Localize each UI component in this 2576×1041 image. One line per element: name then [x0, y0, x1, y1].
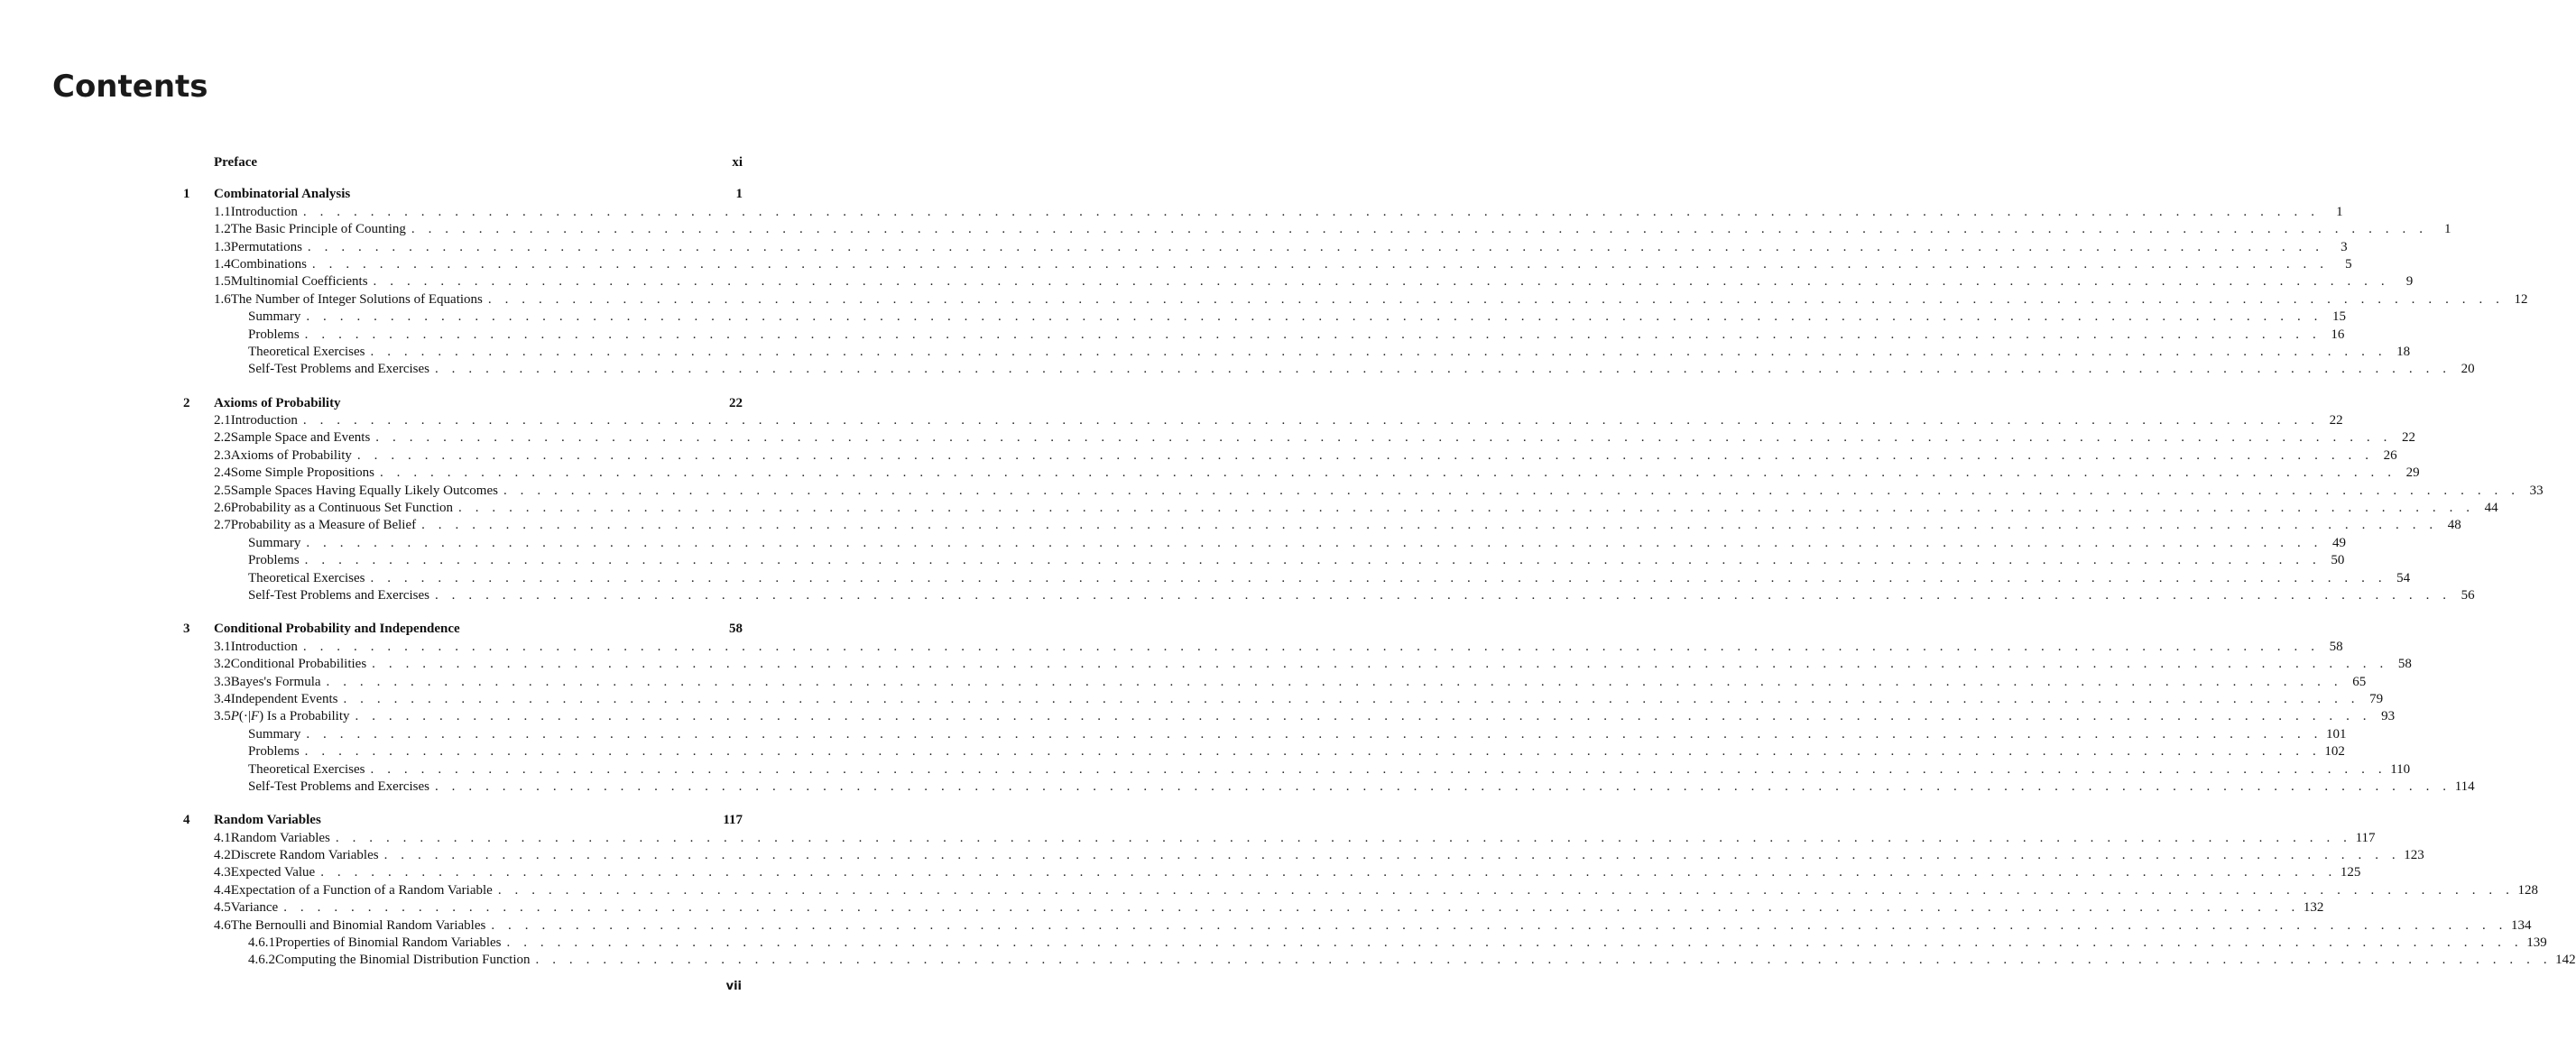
toc-chapter-row	[183, 812, 743, 829]
toc-section-page: 1	[2444, 222, 2451, 237]
toc-leader-dots: . . . . . . . . . . . . . . . . . . . . . . . . . . . . . . . . . . . . . . . . . . . . . . . . . . . . . . . . . . . . . . . . . . . . . . . . . . . . . . . . . . . . . . . . . . . . . . . . . . . . . . . . . . . . . . . . . . . . . . . .	[343, 691, 2360, 706]
toc-leader-dots: . . . . . . . . . . . . . . . . . . . . . . . . . . . . . . . . . . . . . . . . . . . . . . . . . . . . . . . . . . . . . . . . . . . . . . . . . . . . . . . . . . . . . . . . . . . . . . . . . . . . . . . . . . . . . . . . . . . . . . . .	[434, 362, 2451, 377]
toc-leader-dots: . . . . . . . . . . . . . . . . . . . . . . . . . . . . . . . . . . . . . . . . . . . . . . . . . . . . . . . . . . . . . . . . . . . . . . . . . . . . . . . . . . . . . . . . . . . . . . . . . . . . . . . . . . . . . . . . . . . . . . . .	[304, 553, 2322, 568]
toc-section-title: Permutations	[230, 239, 302, 254]
toc-section-title: Some Simple Propositions	[230, 465, 374, 481]
toc-section-page: 26	[2383, 447, 2397, 463]
toc-section-number: 1.5	[214, 274, 231, 290]
toc-section-row	[183, 204, 2343, 221]
toc-leader-dots: . . . . . . . . . . . . . . . . . . . . . . . . . . . . . . . . . . . . . . . . . . . . . . . . . . . . . . . . . . . . . . . . . . . . . . . . . . . . . . . . . . . . . . . . . . . . . . . . . . . . . . . . . . . . . . . . . . . . . . . .	[370, 570, 2387, 585]
toc-leader-dots: . . . . . . . . . . . . . . . . . . . . . . . . . . . . . . . . . . . . . . . . . . . . . . . . . . . . . . . . . . . . . . . . . . . . . . . . . . . . . . . . . . . . . . . . . . . . . . . . . . . . . . . . . . . . . . . . . . . . . . . .	[283, 900, 2300, 916]
toc-section-page: 101	[2326, 726, 2347, 742]
toc-leader-dots: . . . . . . . . . . . . . . . . . . . . . . . . . . . . . . . . . . . . . . . . . . . . . . . . . . . . . . . . . . . . . . . . . . . . . . . . . . . . . . . . . . . . . . . . . . . . . . . . . . . . . . . . . . . . . . . . . . . . . . . .	[326, 674, 2343, 689]
toc-chapter-title: Random Variables	[214, 813, 321, 828]
toc-section-number: 1.1	[214, 204, 231, 219]
toc-section-title: Variance	[230, 900, 279, 916]
toc-section-number: 2.2	[214, 430, 231, 446]
toc-section-row	[183, 952, 2576, 969]
toc-section-page: 65	[2352, 674, 2367, 689]
toc-leader-dots: . . . . . . . . . . . . . . . . . . . . . . . . . . . . . . . . . . . . . . . . . . . . . . . . . . . . . . . . . . . . . . . . . . . . . . . . . . . . . . . . . . . . . . . . . . . . . . . . . . . . . . . . . . . . . . . . . . . . . . . .	[304, 744, 2322, 760]
toc-section-row	[183, 864, 2361, 881]
toc-chapter-title: Combinatorial Analysis	[214, 187, 351, 202]
toc-section-page: 12	[2514, 291, 2528, 307]
toc-section-page: 79	[2369, 691, 2384, 706]
toc-section-page: 49	[2332, 535, 2346, 550]
toc-section-page: 117	[2355, 830, 2376, 845]
toc-leader-dots: . . . . . . . . . . . . . . . . . . . . . . . . . . . . . . . . . . . . . . . . . . . . . . . . . . . . . . . . . . . . . . . . . . . . . . . . . . . . . . . . . . . . . . . . . . . . . . . . . . . . . . . . . . . . . . . . . . . . . . . .	[306, 309, 2322, 325]
toc-section-row	[183, 239, 2348, 256]
toc-section-title: Introduction	[230, 413, 298, 428]
toc-section-title: Self-Test Problems and Exercises	[248, 362, 429, 377]
toc-chapter-page: 117	[723, 813, 743, 828]
toc-section-number: 3.5	[214, 709, 231, 724]
toc-leader-dots: . . . . . . . . . . . . . . . . . . . . . . . . . . . . . . . . . . . . . . . . . . . . . . . . . . . . . . . . . . . . . . . . . . . . . . . . . . . . . . . . . . . . . . . . . . . . . . . . . . . . . . . . . . . . . . . . . . . . . . . .	[506, 935, 2524, 951]
toc-section-number: 1.3	[214, 239, 231, 254]
toc-section-row	[183, 447, 2397, 465]
toc-section-row	[183, 656, 2412, 673]
toc-section-row	[183, 639, 2343, 656]
toc-section-page: 50	[2331, 553, 2345, 568]
toc-leader-dots: . . . . . . . . . . . . . . . . . . . . . . . . . . . . . . . . . . . . . . . . . . . . . . . . . . . . . . . . . . . . . . . . . . . . . . . . . . . . . . . . . . . . . . . . . . . . . . . . . . . . . . . . . . . . . . . . . . . . . . . .	[497, 882, 2515, 898]
toc-section-title: Sample Spaces Having Equally Likely Outcomes	[230, 483, 498, 498]
toc-section-row	[183, 935, 2547, 952]
toc-section-row	[183, 917, 2532, 935]
toc-section-title: Summary	[248, 535, 301, 550]
toc-chapter-page: 58	[729, 622, 743, 637]
toc-section-page: 5	[2345, 256, 2352, 272]
toc-section-page: 142	[2555, 953, 2576, 968]
toc-section-number: 1.6	[214, 291, 231, 307]
toc-preface-row	[183, 154, 743, 171]
toc-section-title: Expectation of a Function of a Random Variable	[230, 882, 493, 898]
toc-section-page: 125	[2340, 865, 2361, 880]
toc-leader-dots: . . . . . . . . . . . . . . . . . . . . . . . . . . . . . . . . . . . . . . . . . . . . . . . . . . . . . . . . . . . . . . . . . . . . . . . . . . . . . . . . . . . . . . . . . . . . . . . . . . . . . . . . . . . . . . . . . . . . . . . .	[535, 953, 2553, 968]
toc-section-number: 2.7	[214, 518, 231, 533]
toc-section-page: 139	[2526, 935, 2547, 951]
toc-section-page: 18	[2396, 344, 2411, 359]
toc-leader-dots: . . . . . . . . . . . . . . . . . . . . . . . . . . . . . . . . . . . . . . . . . . . . . . . . . . . . . . . . . . . . . . . . . . . . . . . . . . . . . . . . . . . . . . . . . . . . . . . . . . . . . . . . . . . . . . . . . . . . . . . .	[306, 535, 2322, 550]
toc-section-title: The Number of Integer Solutions of Equations	[230, 291, 483, 307]
toc-section-row	[183, 273, 2414, 290]
toc-end-matter-row	[183, 761, 2411, 778]
toc-section-page: 29	[2405, 465, 2420, 481]
toc-section-row	[183, 221, 2451, 238]
toc-section-title: Self-Test Problems and Exercises	[248, 778, 429, 794]
toc-section-title: Probability as a Measure of Belief	[230, 518, 417, 533]
toc-section-title: P(·|F) Is a Probability	[230, 709, 350, 724]
toc-chapter-title: Axioms of Probability	[214, 395, 341, 410]
toc-end-matter-row	[183, 587, 2475, 604]
toc-section-page: 9	[2405, 274, 2414, 290]
toc-leader-dots: . . . . . . . . . . . . . . . . . . . . . . . . . . . . . . . . . . . . . . . . . . . . . . . . . . . . . . . . . . . . . . . . . . . . . . . . . . . . . . . . . . . . . . . . . . . . . . . . . . . . . . . . . . . . . . . . . . . . . . . .	[375, 430, 2392, 446]
toc-section-number: 3.2	[214, 657, 231, 672]
toc-section-title: Introduction	[230, 639, 298, 654]
toc-section-page: 134	[2511, 917, 2532, 933]
toc-section-row	[183, 847, 2424, 864]
toc-end-matter-row	[183, 743, 2345, 760]
toc-chapter-number: 4	[183, 813, 190, 828]
toc-leader-dots: . . . . . . . . . . . . . . . . . . . . . . . . . . . . . . . . . . . . . . . . . . . . . . . . . . . . . . . . . . . . . . . . . . . . . . . . . . . . . . . . . . . . . . . . . . . . . . . . . . . . . . . . . . . . . . . . . . . . . . . .	[383, 848, 2401, 863]
toc-end-matter-row	[183, 309, 2346, 326]
toc-section-number: 2.1	[214, 413, 231, 428]
toc-leader-dots: . . . . . . . . . . . . . . . . . . . . . . . . . . . . . . . . . . . . . . . . . . . . . . . . . . . . . . . . . . . . . . . . . . . . . . . . . . . . . . . . . . . . . . . . . . . . . . . . . . . . . . . . . . . . . . . . . . . . . . . .	[370, 761, 2387, 777]
toc-section-row	[183, 674, 2367, 691]
toc-section-title: Random Variables	[230, 830, 330, 845]
toc-end-matter-row	[183, 361, 2475, 378]
toc-section-page: 128	[2517, 882, 2538, 898]
toc-leader-dots: . . . . . . . . . . . . . . . . . . . . . . . . . . . . . . . . . . . . . . . . . . . . . . . . . . . . . . . . . . . . . . . . . . . . . . . . . . . . . . . . . . . . . . . . . . . . . . . . . . . . . . . . . . . . . . . . . . . . . . . .	[487, 291, 2505, 307]
toc-section-number: 4.2	[214, 848, 231, 863]
toc-leader-dots: . . . . . . . . . . . . . . . . . . . . . . . . . . . . . . . . . . . . . . . . . . . . . . . . . . . . . . . . . . . . . . . . . . . . . . . . . . . . . . . . . . . . . . . . . . . . . . . . . . . . . . . . . . . . . . . . . . . . . . . .	[302, 639, 2320, 654]
toc-section-page: 114	[2454, 778, 2475, 794]
toc-section-number: 3.1	[214, 639, 231, 654]
toc-section-row	[183, 412, 2343, 429]
toc-section-number: 2.4	[214, 465, 231, 481]
toc-end-matter-row	[183, 570, 2411, 587]
toc-section-row	[183, 256, 2352, 273]
toc-section-number: 3.4	[214, 691, 231, 706]
toc-section-page: 1	[2336, 204, 2343, 219]
toc-leader-dots: . . . . . . . . . . . . . . . . . . . . . . . . . . . . . . . . . . . . . . . . . . . . . . . . . . . . . . . . . . . . . . . . . . . . . . . . . . . . . . . . . . . . . . . . . . . . . . . . . . . . . . . . . . . . . . . . . . . . . . . .	[320, 865, 2337, 880]
toc-leader-dots: . . . . . . . . . . . . . . . . . . . . . . . . . . . . . . . . . . . . . . . . . . . . . . . . . . . . . . . . . . . . . . . . . . . . . . . . . . . . . . . . . . . . . . . . . . . . . . . . . . . . . . . . . . . . . . . . . . . . . . . .	[355, 709, 2372, 724]
toc-section-title: Multinomial Coefficients	[230, 274, 368, 290]
toc-section-row	[183, 691, 2384, 708]
toc-leader-dots: . . . . . . . . . . . . . . . . . . . . . . . . . . . . . . . . . . . . . . . . . . . . . . . . . . . . . . . . . . . . . . . . . . . . . . . . . . . . . . . . . . . . . . . . . . . . . . . . . . . . . . . . . . . . . . . . . . . . . . . .	[370, 344, 2387, 359]
toc-section-title: Combinations	[230, 256, 307, 272]
toc-section-title: Properties of Binomial Random Variables	[275, 935, 502, 951]
toc-preface-page: xi	[732, 155, 743, 170]
toc-section-number: 4.3	[214, 865, 231, 880]
toc-leader-dots: . . . . . . . . . . . . . . . . . . . . . . . . . . . . . . . . . . . . . . . . . . . . . . . . . . . . . . . . . . . . . . . . . . . . . . . . . . . . . . . . . . . . . . . . . . . . . . . . . . . . . . . . . . . . . . . . . . . . . . . .	[411, 222, 2428, 237]
toc-end-matter-row	[183, 726, 2347, 743]
toc-section-number: 1.2	[214, 222, 231, 237]
toc-section-title: Summary	[248, 309, 301, 325]
toc-leader-dots: . . . . . . . . . . . . . . . . . . . . . . . . . . . . . . . . . . . . . . . . . . . . . . . . . . . . . . . . . . . . . . . . . . . . . . . . . . . . . . . . . . . . . . . . . . . . . . . . . . . . . . . . . . . . . . . . . . . . . . . .	[335, 830, 2352, 845]
toc-leader-dots: . . . . . . . . . . . . . . . . . . . . . . . . . . . . . . . . . . . . . . . . . . . . . . . . . . . . . . . . . . . . . . . . . . . . . . . . . . . . . . . . . . . . . . . . . . . . . . . . . . . . . . . . . . . . . . . . . . . . . . . .	[302, 413, 2320, 428]
toc-leader-dots: . . . . . . . . . . . . . . . . . . . . . . . . . . . . . . . . . . . . . . . . . . . . . . . . . . . . . . . . . . . . . . . . . . . . . . . . . . . . . . . . . . . . . . . . . . . . . . . . . . . . . . . . . . . . . . . . . . . . . . . .	[434, 778, 2451, 794]
toc-section-title: The Basic Principle of Counting	[230, 222, 406, 237]
toc-chapter-number: 3	[183, 622, 190, 637]
toc-section-page: 44	[2484, 501, 2498, 516]
toc-chapter-row	[183, 395, 743, 412]
toc-chapter-number: 2	[183, 395, 190, 410]
toc-chapter-row	[183, 186, 743, 203]
toc-leader-dots: . . . . . . . . . . . . . . . . . . . . . . . . . . . . . . . . . . . . . . . . . . . . . . . . . . . . . . . . . . . . . . . . . . . . . . . . . . . . . . . . . . . . . . . . . . . . . . . . . . . . . . . . . . . . . . . . . . . . . . . .	[372, 657, 2388, 672]
toc-end-matter-row	[183, 535, 2346, 552]
toc-section-title: Conditional Probabilities	[230, 657, 367, 672]
toc-section-title: Discrete Random Variables	[230, 848, 379, 863]
toc-end-matter-row	[183, 778, 2475, 796]
toc-section-page: 54	[2396, 570, 2411, 585]
toc-chapter-title: Conditional Probability and Independence	[214, 622, 460, 637]
toc-section-number: 2.5	[214, 483, 231, 498]
toc-section-page: 22	[2329, 413, 2343, 428]
toc-chapter-page: 1	[735, 187, 743, 202]
toc-leader-dots: . . . . . . . . . . . . . . . . . . . . . . . . . . . . . . . . . . . . . . . . . . . . . . . . . . . . . . . . . . . . . . . . . . . . . . . . . . . . . . . . . . . . . . . . . . . . . . . . . . . . . . . . . . . . . . . . . . . . . . . .	[304, 327, 2322, 342]
toc-end-matter-row	[183, 552, 2345, 569]
toc-section-page: 22	[2401, 430, 2415, 446]
toc-leader-dots: . . . . . . . . . . . . . . . . . . . . . . . . . . . . . . . . . . . . . . . . . . . . . . . . . . . . . . . . . . . . . . . . . . . . . . . . . . . . . . . . . . . . . . . . . . . . . . . . . . . . . . . . . . . . . . . . . . . . . . . .	[356, 447, 2374, 463]
toc-leader-dots: . . . . . . . . . . . . . . . . . . . . . . . . . . . . . . . . . . . . . . . . . . . . . . . . . . . . . . . . . . . . . . . . . . . . . . . . . . . . . . . . . . . . . . . . . . . . . . . . . . . . . . . . . . . . . . . . . . . . . . . .	[491, 917, 2507, 933]
toc-section-row	[183, 517, 2461, 534]
toc-section-title: Sample Space and Events	[230, 430, 371, 446]
toc-section-page: 33	[2529, 483, 2544, 498]
toc-leader-dots: . . . . . . . . . . . . . . . . . . . . . . . . . . . . . . . . . . . . . . . . . . . . . . . . . . . . . . . . . . . . . . . . . . . . . . . . . . . . . . . . . . . . . . . . . . . . . . . . . . . . . . . . . . . . . . . . . . . . . . . .	[458, 501, 2475, 516]
toc-section-number: 2.6	[214, 501, 231, 516]
toc-section-title: Bayes's Formula	[230, 674, 321, 689]
toc-chapter-number: 1	[183, 187, 190, 202]
toc-section-row	[183, 429, 2415, 447]
toc-section-page: 93	[2381, 709, 2396, 724]
toc-section-page: 16	[2331, 327, 2345, 342]
toc-section-title: Theoretical Exercises	[248, 570, 365, 585]
toc-section-page: 15	[2332, 309, 2346, 325]
toc-section-title: Problems	[248, 553, 300, 568]
table-of-contents	[183, 154, 2576, 970]
toc-section-number: 3.3	[214, 674, 231, 689]
toc-section-row	[183, 882, 2538, 899]
toc-leader-dots: . . . . . . . . . . . . . . . . . . . . . . . . . . . . . . . . . . . . . . . . . . . . . . . . . . . . . . . . . . . . . . . . . . . . . . . . . . . . . . . . . . . . . . . . . . . . . . . . . . . . . . . . . . . . . . . . . . . . . . . .	[373, 274, 2390, 290]
toc-section-title: Computing the Binomial Distribution Function	[275, 953, 531, 968]
toc-section-row	[183, 899, 2324, 917]
toc-section-title: Theoretical Exercises	[248, 761, 365, 777]
toc-section-title: Probability as a Continuous Set Function	[230, 501, 453, 516]
toc-section-row	[183, 291, 2528, 309]
toc-leader-dots: . . . . . . . . . . . . . . . . . . . . . . . . . . . . . . . . . . . . . . . . . . . . . . . . . . . . . . . . . . . . . . . . . . . . . . . . . . . . . . . . . . . . . . . . . . . . . . . . . . . . . . . . . . . . . . . . . . . . . . . .	[307, 239, 2324, 254]
toc-section-title: Axioms of Probability	[230, 447, 352, 463]
toc-section-title: Self-Test Problems and Exercises	[248, 587, 429, 603]
toc-subsection-number: 4.6.1	[248, 935, 275, 951]
toc-section-row	[183, 465, 2420, 482]
toc-section-row	[183, 708, 2396, 725]
toc-section-number: 4.4	[214, 882, 231, 898]
toc-section-number: 4.1	[214, 830, 231, 845]
toc-section-title: Problems	[248, 744, 300, 760]
page-folio: vii	[725, 980, 742, 993]
toc-section-page: 110	[2390, 761, 2411, 777]
toc-section-page: 56	[2461, 587, 2475, 603]
toc-leader-dots: . . . . . . . . . . . . . . . . . . . . . . . . . . . . . . . . . . . . . . . . . . . . . . . . . . . . . . . . . . . . . . . . . . . . . . . . . . . . . . . . . . . . . . . . . . . . . . . . . . . . . . . . . . . . . . . . . . . . . . . .	[503, 483, 2520, 498]
toc-chapter-page: 22	[729, 395, 743, 410]
toc-section-page: 58	[2329, 639, 2343, 654]
toc-section-page: 102	[2324, 744, 2345, 760]
toc-section-page: 20	[2461, 362, 2475, 377]
toc-section-row	[183, 830, 2376, 847]
toc-section-title: Introduction	[230, 204, 298, 219]
toc-section-number: 4.5	[214, 900, 231, 916]
toc-section-title: The Bernoulli and Binomial Random Variables	[230, 917, 486, 933]
toc-section-page: 3	[2341, 239, 2348, 254]
toc-leader-dots: . . . . . . . . . . . . . . . . . . . . . . . . . . . . . . . . . . . . . . . . . . . . . . . . . . . . . . . . . . . . . . . . . . . . . . . . . . . . . . . . . . . . . . . . . . . . . . . . . . . . . . . . . . . . . . . . . . . . . . . .	[311, 256, 2329, 272]
toc-section-title: Summary	[248, 726, 301, 742]
page-title: Contents	[52, 69, 208, 105]
toc-section-title: Problems	[248, 327, 300, 342]
toc-section-title: Independent Events	[230, 691, 338, 706]
toc-chapter-row	[183, 621, 743, 638]
toc-section-number: 4.6	[214, 917, 231, 933]
toc-preface-label: Preface	[214, 155, 258, 170]
toc-end-matter-row	[183, 344, 2411, 361]
toc-section-number: 2.3	[214, 447, 231, 463]
toc-section-page: 132	[2303, 900, 2324, 916]
toc-section-page: 123	[2404, 848, 2424, 863]
toc-leader-dots: . . . . . . . . . . . . . . . . . . . . . . . . . . . . . . . . . . . . . . . . . . . . . . . . . . . . . . . . . . . . . . . . . . . . . . . . . . . . . . . . . . . . . . . . . . . . . . . . . . . . . . . . . . . . . . . . . . . . . . . .	[421, 518, 2438, 533]
toc-section-title: Expected Value	[230, 865, 316, 880]
toc-leader-dots: . . . . . . . . . . . . . . . . . . . . . . . . . . . . . . . . . . . . . . . . . . . . . . . . . . . . . . . . . . . . . . . . . . . . . . . . . . . . . . . . . . . . . . . . . . . . . . . . . . . . . . . . . . . . . . . . . . . . . . . .	[379, 465, 2396, 481]
toc-end-matter-row	[183, 327, 2345, 344]
toc-section-title: Theoretical Exercises	[248, 344, 365, 359]
toc-subsection-number: 4.6.2	[248, 953, 275, 968]
toc-section-number: 1.4	[214, 256, 231, 272]
toc-section-row	[183, 500, 2498, 517]
toc-leader-dots: . . . . . . . . . . . . . . . . . . . . . . . . . . . . . . . . . . . . . . . . . . . . . . . . . . . . . . . . . . . . . . . . . . . . . . . . . . . . . . . . . . . . . . . . . . . . . . . . . . . . . . . . . . . . . . . . . . . . . . . .	[306, 726, 2322, 742]
toc-section-page: 48	[2447, 518, 2461, 533]
toc-leader-dots: . . . . . . . . . . . . . . . . . . . . . . . . . . . . . . . . . . . . . . . . . . . . . . . . . . . . . . . . . . . . . . . . . . . . . . . . . . . . . . . . . . . . . . . . . . . . . . . . . . . . . . . . . . . . . . . . . . . . . . . .	[302, 204, 2320, 219]
toc-section-page: 58	[2397, 657, 2412, 672]
toc-leader-dots: . . . . . . . . . . . . . . . . . . . . . . . . . . . . . . . . . . . . . . . . . . . . . . . . . . . . . . . . . . . . . . . . . . . . . . . . . . . . . . . . . . . . . . . . . . . . . . . . . . . . . . . . . . . . . . . . . . . . . . . .	[434, 587, 2451, 603]
toc-section-row	[183, 483, 2544, 500]
